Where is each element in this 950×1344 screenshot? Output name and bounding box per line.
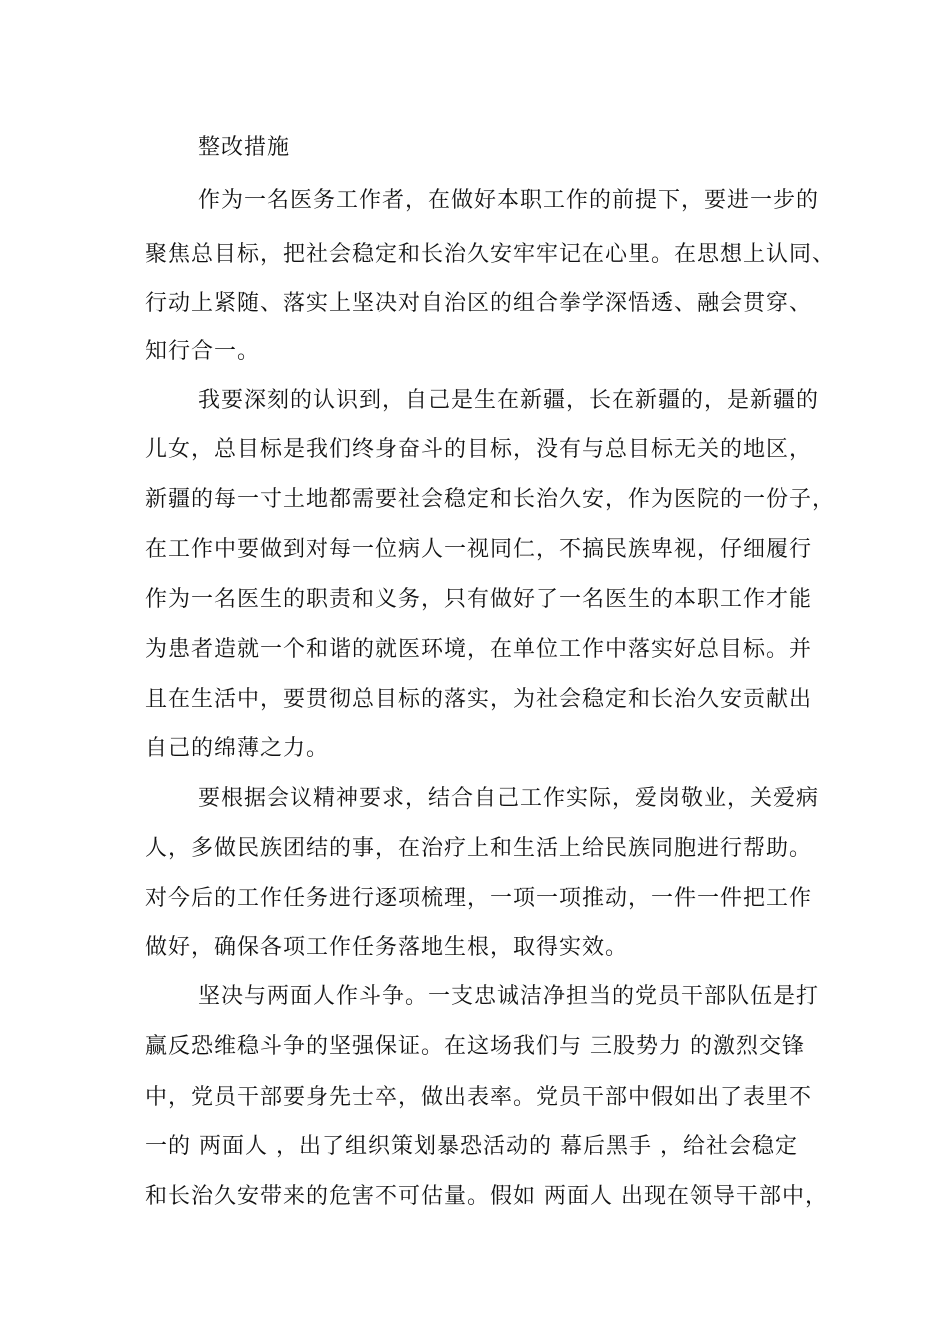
paragraph-line: 儿女，总目标是我们终身奋斗的目标，没有与总目标无关的地区， [145,437,813,462]
paragraph-line: 在工作中要做到对每一位病人一视同仁，不搞民族卑视，仔细履行 [145,537,813,562]
paragraph-line: 坚决与两面人作斗争。一支忠诚洁净担当的党员干部队伍是打 [198,984,820,1009]
paragraph-line: 赢反恐维稳斗争的坚强保证。在这场我们与 三股势力 的激烈交锋 [145,1034,805,1059]
paragraph-line: 自己的绵薄之力。 [145,736,330,761]
paragraph-line: 行动上紧随、落实上坚决对自治区的组合拳学深悟透、融会贯穿、 [145,291,813,316]
document-title: 整改措施 [198,135,291,160]
paragraph-line: 中，党员干部要身先士卒，做出表率。党员干部中假如出了表里不 [145,1085,813,1110]
paragraph-line: 要根据会议精神要求，结合自己工作实际，爱岗敬业，关爱病 [198,786,820,811]
paragraph-line: 人，多做民族团结的事，在治疗上和生活上给民族同胞进行帮助。 [145,836,813,861]
paragraph-line: 作为一名医生的职责和义务，只有做好了一名医生的本职工作才能 [145,587,813,612]
paragraph-line: 知行合一。 [145,339,261,364]
paragraph-line: 作为一名医务工作者，在做好本职工作的前提下，要进一步的 [198,188,820,213]
paragraph-line: 聚焦总目标，把社会稳定和长治久安牢牢记在心里。在思想上认同、 [145,242,836,267]
paragraph-line: 且在生活中，要贯彻总目标的落实，为社会稳定和长治久安贡献出 [145,687,813,712]
paragraph-line: 和长治久安带来的危害不可估量。假如 两面人 出现在领导干部中， [145,1184,828,1209]
paragraph-line: 新疆的每一寸土地都需要社会稳定和长治久安，作为医院的一份子， [145,487,836,512]
paragraph-line: 我要深刻的认识到，自己是生在新疆，长在新疆的，是新疆的 [198,388,820,413]
paragraph-line: 对今后的工作任务进行逐项梳理，一项一项推动，一件一件把工作 [145,886,813,911]
paragraph-line: 为患者造就一个和谐的就医环境，在单位工作中落实好总目标。并 [145,637,813,662]
paragraph-line: 一的 两面人 ，出了组织策划暴恐活动的 幕后黑手 ，给社会稳定 [145,1134,798,1159]
paragraph-line: 做好，确保各项工作任务落地生根，取得实效。 [145,935,629,960]
